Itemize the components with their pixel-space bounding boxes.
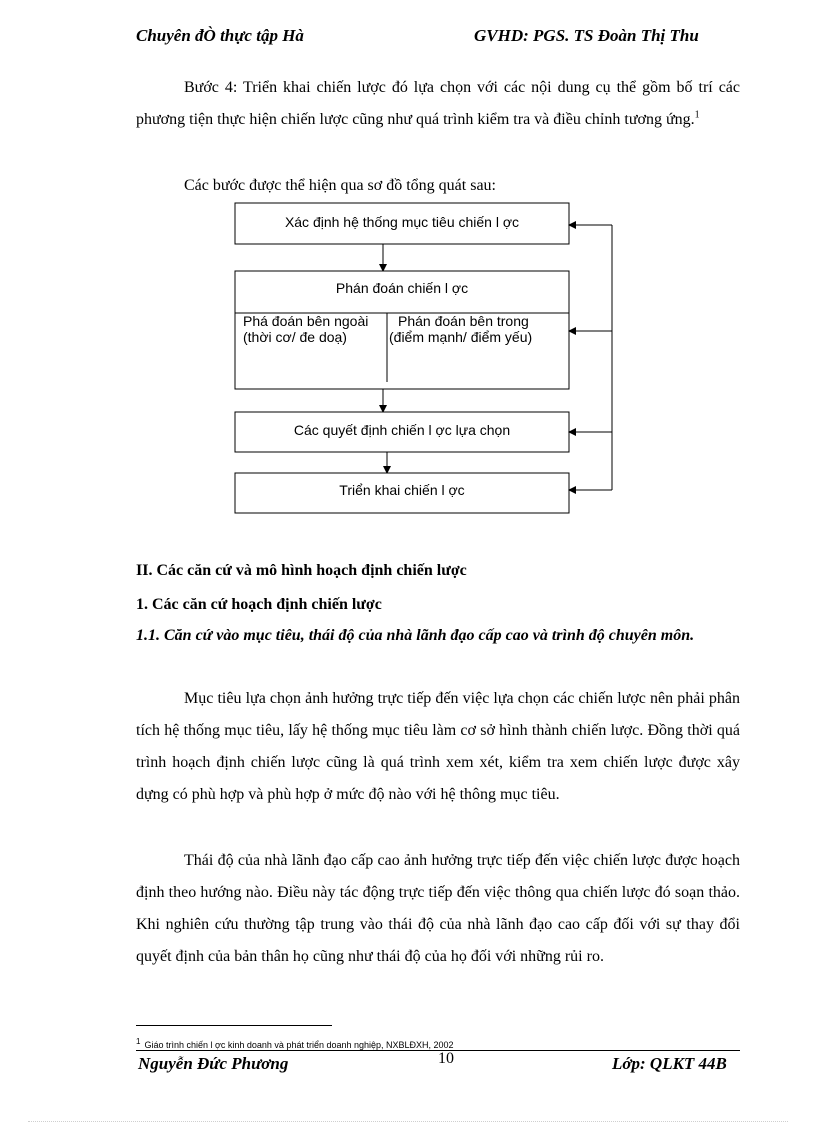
- paragraph-leadership: Thái độ của nhà lãnh đạo cấp cao ảnh hưởng trực tiếp đến việc chiến lược được hoạch định theo hướng nào. Điều này tác động trực tiếp đến việc thông qua chiến lược đó soạn thảo. Khi nghiên cứu thường tập trung vào thái độ của nhà lãnh đạo cao cấp đối với sự thay đổi quyết định của bản thân họ cũng như thái độ của họ đối với những rủi ro.: [136, 852, 740, 965]
- footnote-text: Giáo trình chiến l ợc kinh doanh và phát triển doanh nghiệp, NXBLĐXH, 2002: [144, 1040, 454, 1050]
- box-define-objectives-label: Xác định hệ thống mục tiêu chiến l ợc: [284, 214, 520, 230]
- external-assessment-line2: (thời cơ/ đe doạ): [243, 329, 347, 345]
- paragraph-diagram-intro: Các bước được thể hiện qua sơ đồ tổng quát sau:: [184, 177, 496, 194]
- section-heading-1: 1. Các căn cứ hoạch định chiến lược: [136, 596, 382, 613]
- external-assessment-line1: Phá đoán bên ngoài: [243, 313, 369, 329]
- page-bottom-border: [28, 1121, 788, 1122]
- box-implement-strategy-label: Triển khai chiến l ợc: [339, 482, 465, 498]
- header-right: GVHD: PGS. TS Đoàn Thị Thu: [474, 26, 699, 45]
- section-heading-1-1: 1.1. Căn cứ vào mục tiêu, thái độ của nhà lãnh đạo cấp cao và trình độ chuyên môn.: [136, 627, 695, 644]
- header-left: Chuyên đÒ thực tập Hà: [136, 26, 304, 45]
- footnote-number: 1: [136, 1037, 141, 1046]
- section-heading-ii: II. Các căn cứ và mô hình hoạch định chiến lược: [136, 562, 467, 579]
- internal-assessment-line2: (điểm mạnh/ điểm yếu): [389, 329, 533, 345]
- strategy-flow-diagram: [0, 0, 816, 530]
- footnote: [136, 1036, 454, 1051]
- box-strategic-assessment-title: Phán đoán chiến l ợc: [335, 280, 469, 296]
- footnote-rule: [136, 1025, 332, 1026]
- footer-class: Lớp: QLKT 44B: [612, 1054, 727, 1073]
- page-number: 10: [438, 1050, 454, 1067]
- paragraph-objectives: Mục tiêu lựa chọn ảnh hưởng trực tiếp đến việc lựa chọn các chiến lược nên phải phân tích hệ thống mục tiêu, lấy hệ thống mục tiêu làm cơ sở hình thành chiến lược. Đồng thời quá trình hoạch định chiến lược cũng là quá trình xem xét, kiểm tra xem chiến lược được xây dựng có phù hợp và phù hợp ở mức độ nào với hệ thông mục tiêu.: [136, 690, 740, 803]
- footer-author: Nguyễn Đức Phương: [138, 1054, 289, 1073]
- footnote-ref: 1: [694, 109, 700, 121]
- internal-assessment-line1: Phán đoán bên trong: [398, 313, 529, 329]
- box-strategic-decisions-label: Các quyết định chiến l ợc lựa chọn: [293, 422, 511, 438]
- paragraph-step-4-text: Bước 4: Triển khai chiến lược đó lựa chọn với các nội dung cụ thể gồm bố trí các phương tiện thực hiện chiến lược cũng như quá trình kiểm tra và điều chỉnh tương ứng.: [136, 79, 740, 128]
